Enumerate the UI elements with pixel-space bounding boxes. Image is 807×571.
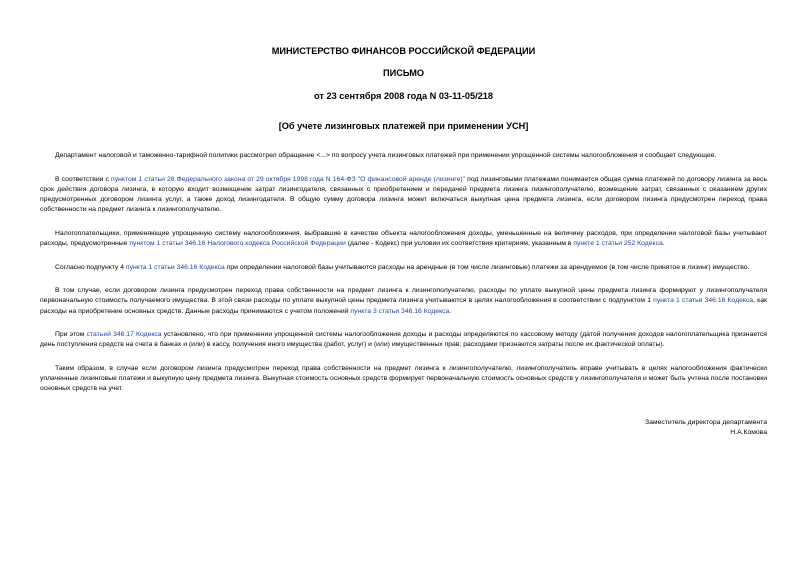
- document-body: [40, 151, 767, 408]
- link-346-16-p3[interactable]: пункта 3 статьи 346.16 Кодекса: [350, 307, 450, 315]
- paragraph-ownership-transfer: В том случае, если договором лизинга предусмотрен переход права собственности на предмет лизинга к лизингополучателю, расходы по уплате выкупной цены предмета лизинга формируют у лизингополучателя первоначальную стоимость получаемого имущества. В этой связи расходы по уплате выкупной цены предмета лизинга учитываются в целях налогообложения в соответствии с подпунктом 1 пункта 1 статьи 346.16 Кодекса, как расходы на приобретение основных средств. Данные расходы принимаются с учетом положений пункта 3 статьи 346.16 Кодекса.: [40, 287, 768, 315]
- paragraph-taxpayers: Налогоплательщики, применяющие упрощенную систему налогообложения, выбравшие в качестве объекта налогообложения доходы, уменьшенные на величину расходов, при определении налоговой базы учитывают расходы, предусмотренные пунктом 1 статьи 346.16 Налогового кодекса Российской Федерации (далее - Кодекс) при условии их соответствия критериям, указанным в пункте 1 статьи 252 Кодекса.: [40, 229, 767, 247]
- signatory-name: Н.А.Комова: [730, 429, 767, 437]
- paragraph-cash-method: При этом статьей 346.17 Кодекса установлено, что при применении упрощенной системы налогообложения доходы и расходы определяются по кассовому методу (датой получения доходов налогоплательщика признается день поступления средств на счета в банках и (или) в кассу, получения иного имущества (работ, услуг) и (или) имущественных прав; расходами признаются затраты после их фактической оплаты).: [40, 331, 767, 349]
- document-type: ПИСЬМО: [382, 68, 425, 78]
- document-subject: [Об учете лизинговых платежей при применении УСН]: [278, 121, 529, 131]
- paragraph-subparagraph-4: Согласно подпункту 4 пункта 1 статьи 346.16 Кодекса при определении налоговой базы учитываются расходы на арендные (в том числе лизинговые) платежи за арендуемое (в том числе принятое в лизинг) имущество.: [55, 263, 750, 271]
- link-federal-law-164[interactable]: пунктом 1 статьи 28 Федерального закона от 29 октября 1998 года N 164-ФЗ "О финансовой аренде (лизинге)": [111, 175, 466, 183]
- signatory-position: Заместитель директора департамента: [645, 419, 767, 426]
- ministry-heading: МИНИСТЕРСТВО ФИНАНСОВ РОССИЙСКОЙ ФЕДЕРАЦИИ: [271, 46, 536, 56]
- document-date-number: от 23 сентября 2008 года N 03-11-05/218: [314, 91, 493, 101]
- link-346-16-p1-b[interactable]: пункта 1 статьи 346.16 Кодекса: [653, 297, 754, 305]
- signature-block: [645, 418, 767, 438]
- paragraph-conclusion: Таким образом, в случае если договором лизинга предусмотрен переход права собственности на предмет лизинга к лизингополучателю, лизингополучатель вправе учитывать в целях налогообложения фактически уплаченные лизинговые платежи и выкупную цену предмета лизинга. Выкупная стоимость основных средств формирует первоначальную стоимость основных средств у лизингополучателя и может быть учтена после постановки основных средств на учет.: [40, 364, 767, 393]
- link-tax-code-346-16[interactable]: пунктом 1 статьи 346.16 Налогового кодекса Российской Федерации: [129, 240, 346, 247]
- link-article-346-17[interactable]: статьей 346.17 Кодекса: [86, 331, 162, 339]
- paragraph-leasing-definition: В соответствии с пунктом 1 статьи 28 Федерального закона от 29 октября 1998 года N 164-ФЗ "О финансовой аренде (лизинге)" под лизинговыми платежами понимается общая сумма платежей по договору лизинга за весь срок действия договора лизинга, в которую входит возмещение затрат лизингодателя, связанных с приобретением и передачей предмета лизинга лизингополучателю, возмещение затрат, связанных с оказанием других предусмотренных договором лизинга услуг, а также доход лизингодателя. В общую сумму договора лизинга может включаться выкупная цена предмета лизинга, если договором лизинга предусмотрен переход права собственности на предмет лизинга к лизингополучателю.: [40, 175, 768, 214]
- paragraph-intro: Департамент налоговой и таможенно-тарифной политики рассмотрел обращение <...> по вопросу учета лизинговых платежей при применении упрощенной системы налогообложения и сообщает следующее.: [55, 152, 717, 159]
- link-346-16-p1[interactable]: пункта 1 статьи 346.16 Кодекса: [125, 263, 225, 271]
- link-article-252[interactable]: пункте 1 статьи 252 Кодекса: [573, 240, 663, 247]
